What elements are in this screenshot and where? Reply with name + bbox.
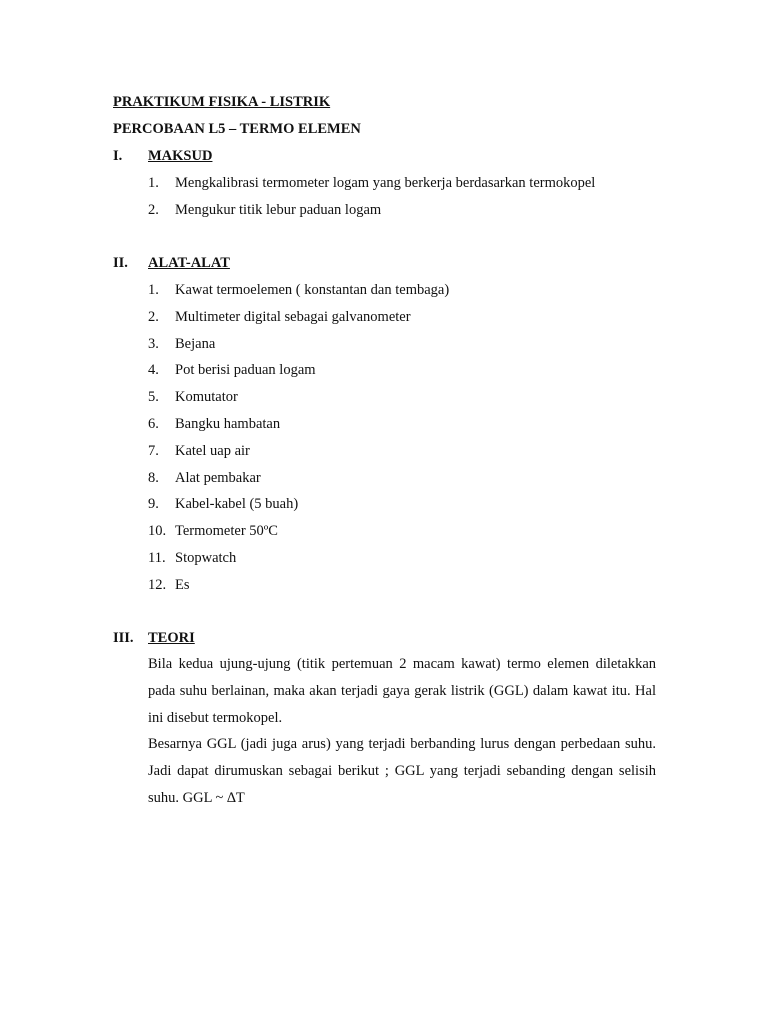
- list-item-number: 12.: [148, 576, 167, 593]
- list-item-text: Mengkalibrasi termometer logam yang berkerja berdasarkan termokopel: [175, 175, 596, 191]
- list-item: [148, 469, 449, 496]
- list-item: [148, 522, 449, 549]
- section-number-maksud: I.: [113, 148, 123, 164]
- list-item-number: 1.: [148, 175, 159, 191]
- list-item: [148, 576, 449, 603]
- list-item: [148, 495, 449, 522]
- list-item-number: 2.: [148, 308, 159, 325]
- section-number-alat: II.: [113, 255, 128, 271]
- list-item-text: Multimeter digital sebagai galvanometer: [175, 308, 411, 325]
- list-item-text: Mengukur titik lebur paduan logam: [175, 201, 382, 218]
- section-heading-alat: ALAT-ALAT: [148, 255, 230, 271]
- list-item: [148, 415, 449, 442]
- document-title: PRAKTIKUM FISIKA - LISTRIK: [113, 94, 331, 110]
- list-item-text: Bangku hambatan: [175, 415, 281, 432]
- list-item-text: Bejana: [175, 335, 216, 352]
- list-item-number: 6.: [148, 415, 159, 432]
- list-item: [148, 549, 449, 576]
- list-item-text: Katel uap air: [175, 442, 250, 459]
- list-item: [148, 388, 449, 415]
- list-item-number: 9.: [148, 496, 159, 513]
- list-item-text: Komutator: [175, 389, 238, 406]
- list-item-number: 7.: [148, 442, 159, 459]
- list-item-number: 4.: [148, 362, 159, 379]
- list-item-number: 3.: [148, 335, 159, 352]
- theory-paragraph-1: Bila kedua ujung-ujung (titik pertemuan 2 macam kawat) termo elemen diletakkan pada suhu berlainan, maka akan terjadi gaya gerak listrik (GGL) dalam kawat itu. Hal ini disebut termokopel.: [148, 656, 656, 726]
- experiment-title: PERCOBAAN L5 – TERMO ELEMEN: [113, 121, 361, 137]
- list-item-text: Termometer 50ºC: [175, 523, 278, 540]
- theory-paragraph-2: Besarnya GGL (jadi juga arus) yang terjadi berbanding lurus dengan perbedaan suhu. Jadi dapat dirumuskan sebagai berikut ; GGL yang terjadi sebanding dengan selisih suhu. GGL ~ ∆T: [148, 736, 656, 806]
- list-item-text: Kawat termoelemen ( konstantan dan tembaga): [175, 282, 450, 298]
- list-item-number: 5.: [148, 389, 159, 406]
- list-item: [148, 442, 449, 469]
- maksud-list: [148, 174, 595, 228]
- list-item: [148, 308, 449, 335]
- list-item-number: 2.: [148, 201, 159, 218]
- section-heading-maksud: MAKSUD: [148, 148, 213, 164]
- section-heading-teori: TEORI: [148, 630, 195, 646]
- list-item: [148, 361, 449, 388]
- list-item: [148, 201, 595, 228]
- list-item-text: Kabel-kabel (5 buah): [175, 496, 299, 513]
- theory-text: [148, 651, 656, 812]
- list-item-number: 1.: [148, 282, 159, 298]
- list-item-text: Alat pembakar: [175, 469, 261, 486]
- list-item-text: Stopwatch: [175, 549, 237, 566]
- list-item: [148, 335, 449, 362]
- list-item: [148, 281, 449, 308]
- list-item-number: 11.: [148, 549, 166, 566]
- alat-list: [148, 281, 449, 603]
- list-item-text: Pot berisi paduan logam: [175, 362, 316, 379]
- section-number-teori: III.: [113, 630, 134, 646]
- list-item-number: 8.: [148, 469, 159, 486]
- list-item-number: 10.: [148, 523, 167, 540]
- list-item-text: Es: [175, 576, 190, 593]
- list-item: [148, 174, 595, 201]
